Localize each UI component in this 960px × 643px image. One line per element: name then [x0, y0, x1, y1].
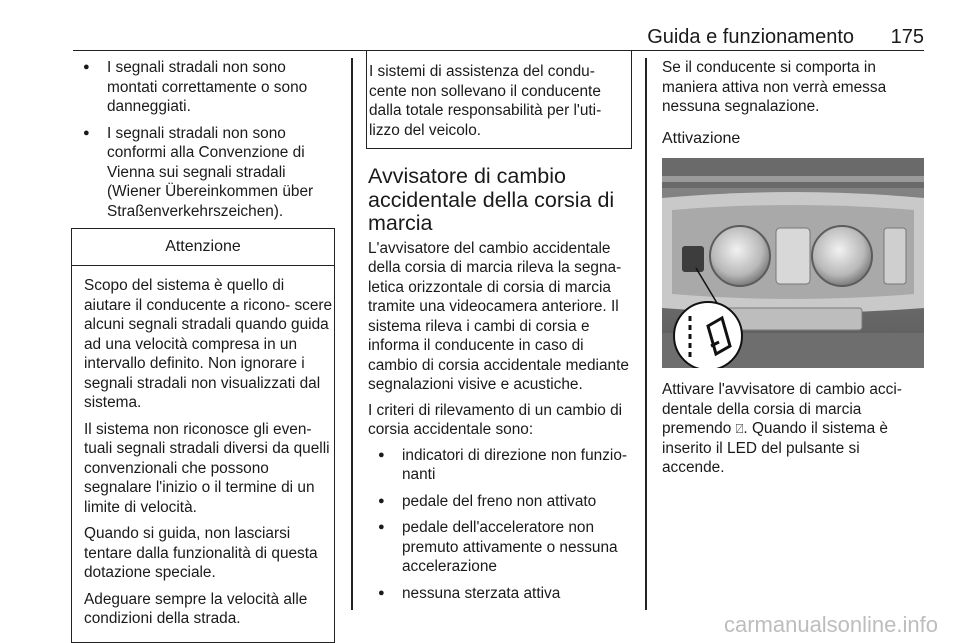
dashboard-photo	[662, 158, 924, 368]
attention-paragraph: Quando si guida, non lasciarsi tentare dalla funzionalità di questa dotazione speciale.	[84, 525, 318, 581]
attention-box	[71, 228, 335, 643]
list-item: ● indicatori di direzione non funzio- nanti	[368, 446, 632, 485]
watermark: carmanualsonline.info	[723, 612, 938, 637]
bullet-list	[73, 58, 335, 221]
note-box	[366, 50, 632, 149]
activation-paragraph	[662, 380, 924, 478]
activation-text-before: Attivare l'avvisatore di cambio acci- dentale della corsia di marcia premendo	[662, 381, 902, 437]
column-divider	[351, 58, 353, 610]
column-right	[662, 58, 924, 484]
attention-paragraph: Scopo del sistema è quello di aiutare il conducente a ricono- scere alcuni segnali stradali quando guida ad una velocità compresa in un intervallo definito. Non ignorare i segnali stradali non visualizzati dal sistema.	[84, 277, 333, 411]
page-title: Guida e funzionamento	[647, 26, 854, 48]
intro-paragraph: L'avvisatore del cambio accidentale della corsia di marcia rileva la segna- letica orizzontale di corsia di marcia tramite una videocamera anteriore. Il sistema rileva i cambi di corsia e informa il conducente in caso di cambio di corsia accidentale mediante segnalazioni visive e acustiche.	[368, 239, 629, 393]
criteria-list	[368, 446, 632, 604]
lane-departure-icon: ⍁	[735, 421, 744, 436]
page-number: 175	[890, 26, 924, 48]
page-header	[73, 22, 924, 51]
criteria-intro: I criteri di rilevamento di un cambio di corsia accidentale sono:	[368, 401, 623, 438]
section-heading: Avvisatore di cambio accidentale della corsia di marcia	[368, 164, 615, 235]
attention-paragraph: Il sistema non riconosce gli even- tuali segnali stradali diversi da quelli convenzionali che possono segnalare l'inizio o il termine di un limite di velocità.	[84, 420, 330, 516]
info-paragraph: Se il conducente si comporta in maniera attiva non verrà emessa nessuna segnalazione.	[662, 59, 887, 115]
list-item: ● nessuna sterzata attiva	[368, 584, 632, 604]
activation-text-after: . Quando il sistema è inserito il LED del pulsante si accende.	[662, 420, 888, 476]
attention-title: Attenzione	[72, 229, 334, 266]
column-divider	[645, 58, 647, 610]
subheading: Attivazione	[662, 129, 741, 147]
list-item: ● pedale del freno non attivato	[368, 492, 632, 512]
column-middle	[368, 58, 632, 610]
attention-paragraph: Adeguare sempre la velocità alle condizioni della strada.	[84, 590, 308, 627]
list-item: ● I segnali stradali non sono conformi alla Convenzione di Vienna sui segnali stradali (Wiener Übereinkommen über Straßenverkehrszeichen).	[73, 124, 335, 222]
list-item: ● pedale dell'acceleratore non premuto attivamente o nessuna accelerazione	[368, 518, 632, 577]
attention-body	[72, 266, 334, 642]
column-left	[73, 58, 335, 643]
list-item: ● I segnali stradali non sono montati correttamente o sono danneggiati.	[73, 58, 335, 117]
note-text: I sistemi di assistenza del condu- cente non sollevano il conducente dalla totale responsabilità per l'uti- lizzo del veicolo.	[369, 63, 602, 139]
